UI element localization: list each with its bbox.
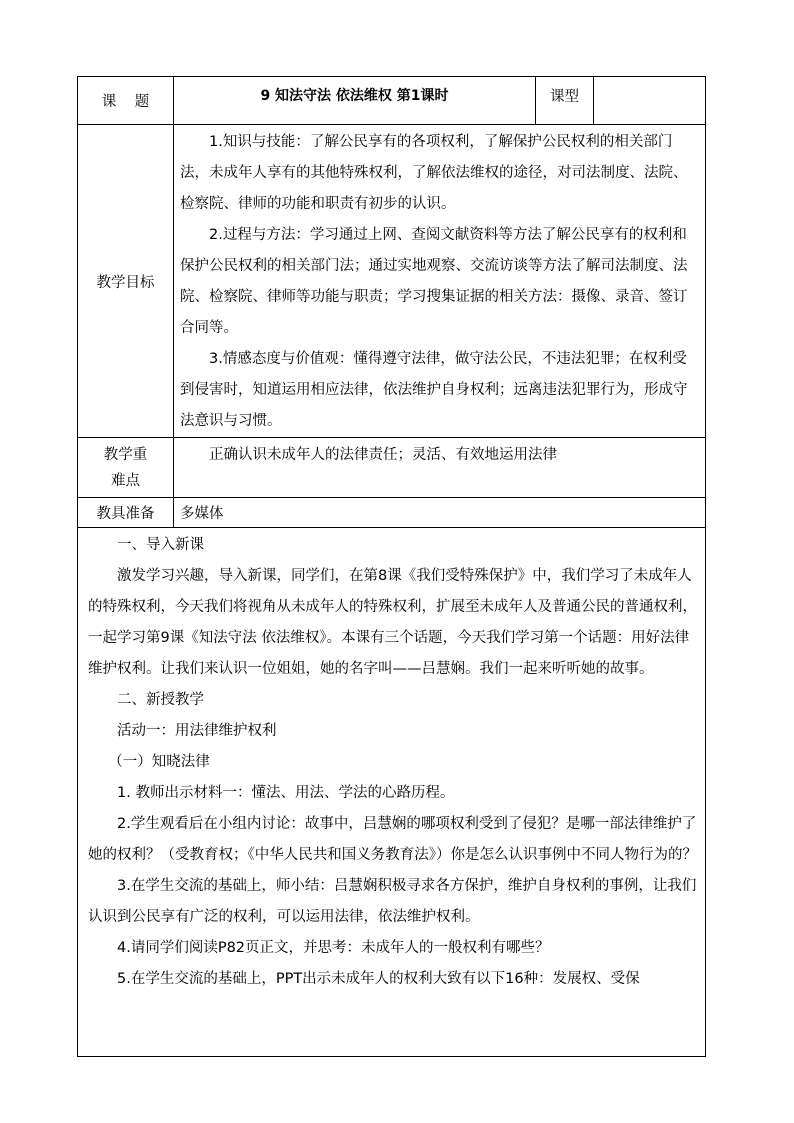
key-points-row (78, 438, 706, 498)
header-row (78, 77, 706, 125)
topic-label: 课 题 (78, 77, 174, 125)
lesson-plan-page (77, 76, 705, 1057)
lesson-type-value (594, 77, 706, 125)
section-new-teaching-heading: 二、新授教学 (117, 692, 204, 708)
goal-process: 2.过程与方法：学习通过上网、查阅文献资料等方法了解公民享有的权利和保护公民权利的相关部门法；通过实地观察、交流访谈等方法了解司法制度、法院、检察院、律师等功能与职责；学习搜集证据的相关方法：摄像、录音、签订合同等。 (180, 227, 688, 336)
process-row (78, 528, 706, 1057)
lesson-title: 9 知法守法 依法维权 第1课时 (174, 77, 536, 125)
lesson-plan-table (77, 76, 706, 1057)
step-5: 5.在学生交流的基础上，PPT出示未成年人的权利大致有以下16种：发展权、受保 (117, 971, 640, 987)
step-3: 3.在学生交流的基础上，师小结：吕慧娴积极寻求各方保护，维护自身权利的事例，让我们认识到公民享有广泛的权利，可以运用法律，依法维护权利。 (88, 878, 697, 925)
intro-paragraph: 激发学习兴趣，导入新课，同学们，在第8课《我们受特殊保护》中，我们学习了未成年人的特殊权利，今天我们将视角从未成年人的特殊权利，扩展至未成年人及普通公民的普通权利，一起学习第9课《知法守法 依法维权》。本课有三个话题，今天我们学习第一个话题：用好法律 维护权利。让我们来认识一位姐姐，她的名字叫——吕慧娴。我们一起来听听她的故事。 (88, 568, 697, 677)
lesson-type-label: 课型 (536, 77, 594, 125)
goal-knowledge: 1.知识与技能：了解公民享有的各项权利，了解保护公民权利的相关部门法，未成年人享有的其他特殊权利，了解依法维权的途径，对司法制度、法院、检察院、律师的功能和职责有初步的认识。 (180, 134, 688, 212)
step-1: 1. 教师出示材料一：懂法、用法、学法的心路历程。 (117, 785, 455, 801)
process-content (78, 528, 706, 1057)
goal-attitude: 3.情感态度与价值观：懂得遵守法律，做守法公民，不违法犯罪；在权利受到侵害时，知道运用相应法律，依法维护自身权利；远离违法犯罪行为，形成守法意识与习惯。 (180, 351, 688, 429)
activity-one-heading: 活动一：用法律维护权利 (117, 723, 277, 739)
goals-content (174, 125, 706, 438)
goals-label: 教学目标 (78, 125, 174, 438)
section-intro-heading: 一、导入新课 (117, 537, 204, 553)
step-2: 2.学生观看后在小组内讨论：故事中，吕慧娴的哪项权利受到了侵犯？是哪一部法律维护了她的权利？（受教育权；《中华人民共和国义务教育法》）你是怎么认识事例中不同人物行为的？ (88, 816, 697, 863)
key-points-label: 教学重 难点 (78, 438, 174, 498)
subsection-know-law: （一）知晓法律 (108, 754, 210, 770)
materials-label: 教具准备 (78, 498, 174, 528)
step-4: 4.请同学们阅读P82页正文，并思考：未成年人的一般权利有哪些？ (117, 940, 550, 956)
goals-row (78, 125, 706, 438)
materials-content: 多媒体 (174, 498, 706, 528)
key-points-content: 正确认识未成年人的法律责任；灵活、有效地运用法律 (174, 438, 706, 498)
materials-row (78, 498, 706, 528)
